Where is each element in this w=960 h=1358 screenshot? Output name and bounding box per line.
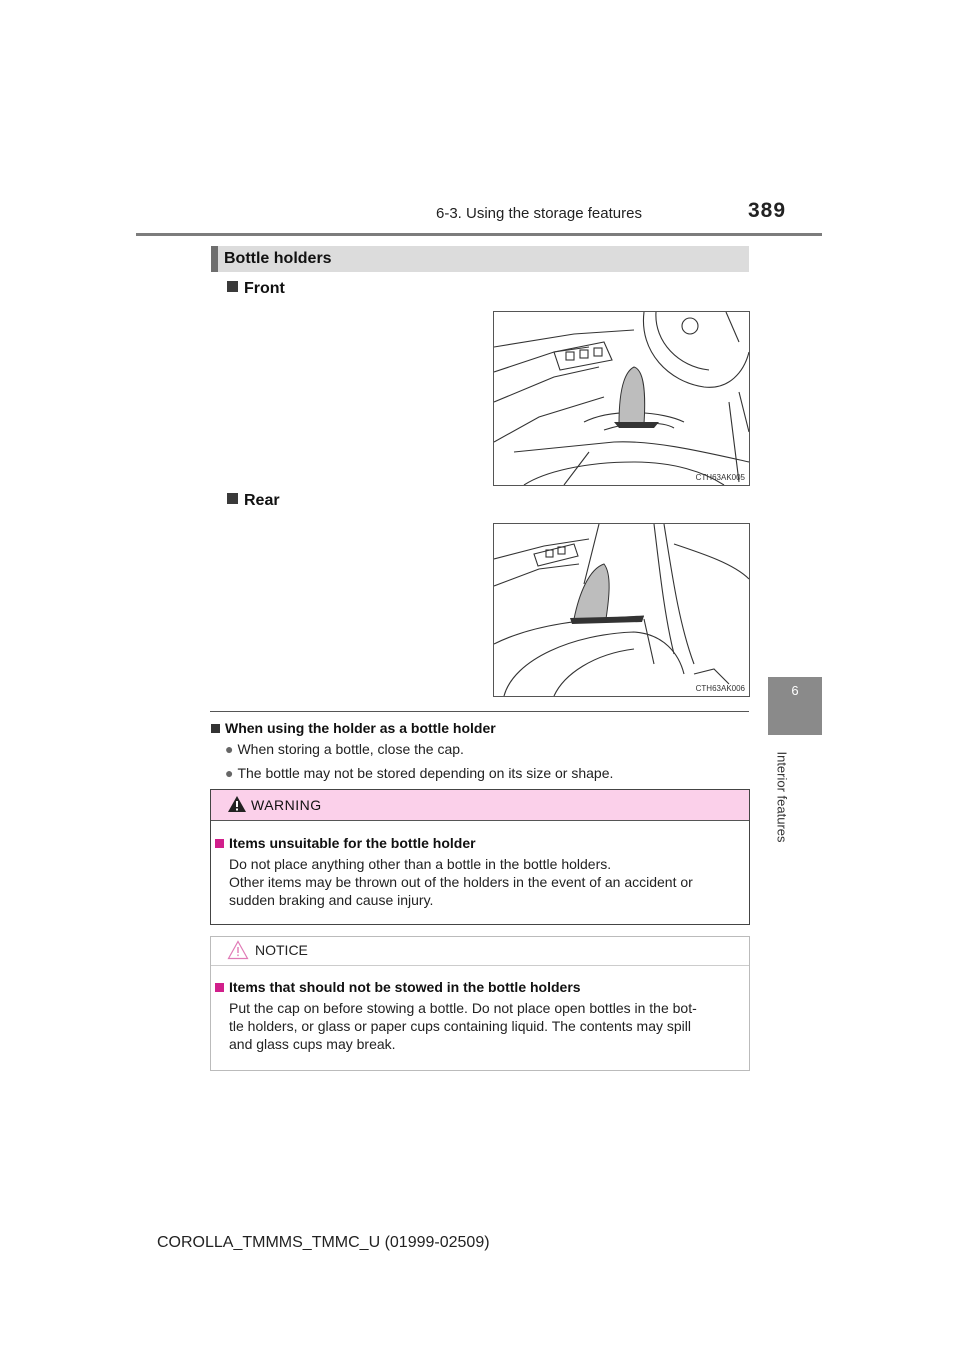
info-bullet-text: The bottle may not be stored depending on its size or shape. (237, 765, 614, 781)
front-subheading (227, 280, 285, 298)
section-title: Bottle holders (224, 250, 332, 267)
front-holder-illustration (493, 311, 750, 486)
square-bullet-icon (215, 983, 224, 992)
warning-subheading (215, 835, 476, 851)
rear-label: Rear (244, 492, 280, 509)
section-heading-marker (211, 246, 218, 272)
notice-subheading (215, 979, 581, 995)
notice-line: and glass cups may break. (229, 1036, 396, 1052)
square-bullet-icon (227, 493, 238, 504)
notice-title: NOTICE (255, 942, 308, 958)
info-heading (211, 720, 496, 736)
notice-body (229, 999, 744, 1053)
page-number: 389 (748, 199, 787, 222)
bullet-dot-icon: ● (225, 741, 234, 757)
warning-triangle-icon (227, 795, 247, 813)
info-bullet (225, 765, 613, 781)
section-header: 6-3. Using the storage features (436, 205, 642, 222)
warning-line: Other items may be thrown out of the holders in the event of an accident or (229, 874, 693, 890)
info-bullet-text: When storing a bottle, close the cap. (237, 741, 464, 757)
warning-body (229, 855, 744, 909)
notice-triangle-icon (227, 940, 249, 960)
rear-figure-code: CTH63AK006 (695, 684, 745, 693)
manual-id-footer: COROLLA_TMMMS_TMMC_U (01999-02509) (157, 1234, 490, 1251)
chapter-title-wrap (765, 742, 799, 852)
info-rule (210, 711, 749, 712)
warning-subheading-text: Items unsuitable for the bottle holder (229, 835, 476, 851)
header-rule (136, 233, 822, 236)
notice-line: Put the cap on before stowing a bottle. Do not place open bottles in the bot- (229, 1000, 697, 1016)
notice-subheading-text: Items that should not be stowed in the bottle holders (229, 979, 581, 995)
chapter-title: Interior features (774, 751, 790, 843)
front-label: Front (244, 280, 285, 297)
front-figure-code: CTH63AK005 (695, 473, 745, 482)
warning-line: sudden braking and cause injury. (229, 892, 434, 908)
chapter-number: 6 (791, 683, 799, 698)
info-bullet (225, 741, 464, 757)
square-bullet-icon (215, 839, 224, 848)
info-heading-text: When using the holder as a bottle holder (225, 720, 496, 736)
square-bullet-icon (211, 724, 220, 733)
notice-line: tle holders, or glass or paper cups containing liquid. The contents may spill (229, 1018, 691, 1034)
warning-title: WARNING (251, 797, 322, 813)
rear-holder-illustration (493, 523, 750, 697)
warning-line: Do not place anything other than a bottle in the bottle holders. (229, 856, 612, 872)
bullet-dot-icon: ● (225, 765, 234, 781)
square-bullet-icon (227, 281, 238, 292)
rear-subheading (227, 492, 280, 510)
